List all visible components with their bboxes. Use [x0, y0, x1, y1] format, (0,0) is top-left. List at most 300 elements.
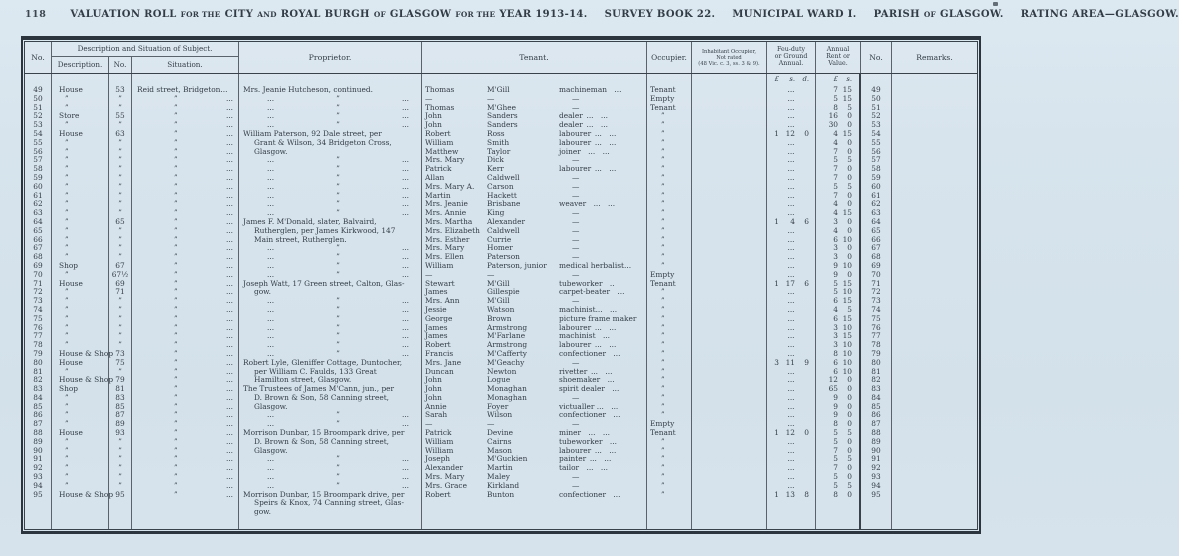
- remarks-cell: [892, 95, 977, 104]
- tenant-first-name: —: [425, 269, 433, 279]
- feu-shillings: 4: [790, 216, 795, 226]
- header-proprietor: Proprietor.: [239, 42, 422, 73]
- tenant-occupation: labourer ... ...: [559, 137, 617, 147]
- rent-pounds: 8: [833, 348, 838, 358]
- situation-cell: [132, 95, 239, 104]
- leader-dots: ...: [225, 287, 233, 297]
- rent-cell: [816, 209, 861, 218]
- rent-cell: [816, 438, 861, 447]
- proprietor-line: D. Brown & Son, 58 Canning street,: [254, 436, 390, 446]
- situation-cell: [132, 112, 239, 121]
- rent-shillings: 5: [847, 304, 852, 314]
- feu-pounds: 1: [774, 489, 779, 499]
- rent-shillings: 15: [842, 313, 852, 323]
- row-number: 81: [25, 368, 52, 377]
- proprietor-line: Main street, Rutherglen.: [254, 234, 347, 244]
- tenant-surname: Gillespie: [487, 287, 520, 297]
- remarks-cell: [892, 324, 977, 333]
- occupier-cell: ”: [647, 192, 692, 201]
- situation-cell: [132, 174, 239, 183]
- tenant-first-name: Duncan: [425, 366, 454, 376]
- tenant-occupation: —: [572, 472, 580, 482]
- rent-cell: [816, 148, 861, 157]
- rent-cell: [816, 192, 861, 201]
- inhabitant-occupier-cell: [692, 350, 767, 359]
- row-number-right: 62: [861, 200, 892, 209]
- leader-dots: ...: [401, 340, 409, 350]
- tenant-occupation: —: [572, 155, 580, 165]
- inhabitant-occupier-cell: [692, 244, 767, 253]
- house-number-cell: ”: [109, 95, 132, 104]
- remarks-cell: [892, 271, 977, 280]
- rent-pounds: 5: [833, 278, 838, 288]
- occupier-cell: ”: [647, 315, 692, 324]
- occupier-cell: ”: [647, 218, 692, 227]
- feu-duty-cell: ...: [767, 104, 816, 113]
- description-cell: ”: [52, 341, 109, 350]
- rent-cell: [816, 174, 861, 183]
- description-cell: ”: [52, 324, 109, 333]
- tenant-first-name: James: [425, 287, 448, 297]
- tenant-occupation: carpet-beater ...: [559, 287, 625, 297]
- description-cell: ”: [52, 227, 109, 236]
- table-frame: [24, 41, 978, 530]
- row-number: 75: [25, 315, 52, 324]
- situation-cell: [132, 271, 239, 280]
- house-number-cell: ”: [109, 183, 132, 192]
- occupier-cell: ”: [647, 297, 692, 306]
- ditto-mark: ”: [336, 297, 340, 306]
- situation-cell: [132, 165, 239, 174]
- tenant-cell: [422, 112, 647, 121]
- header-situation: Situation.: [132, 57, 239, 73]
- description-cell: Shop: [52, 262, 109, 271]
- feu-duty-cell: ...: [767, 464, 816, 473]
- row-number-right: 53: [861, 121, 892, 130]
- ditto-mark: ”: [174, 376, 178, 385]
- tenant-occupation: joiner ... ...: [559, 146, 610, 156]
- house-number-cell: 53: [109, 86, 132, 95]
- tenant-cell: [422, 420, 647, 429]
- inhabitant-occupier-cell: [692, 411, 767, 420]
- description-cell: ”: [52, 174, 109, 183]
- ditto-mark: ”: [174, 464, 178, 473]
- description-cell: House: [52, 86, 109, 95]
- row-number: 59: [25, 174, 52, 183]
- inhabitant-occupier-cell: [692, 183, 767, 192]
- leader-dots: ...: [225, 181, 233, 191]
- tenant-first-name: Francis: [425, 348, 454, 358]
- tenant-first-name: Mrs. Mary A.: [425, 181, 475, 191]
- occupier-cell: ”: [647, 455, 692, 464]
- rent-cell: [816, 341, 861, 350]
- rent-shillings: 0: [847, 137, 852, 147]
- inhabitant-occupier-cell: [692, 491, 767, 517]
- situation-cell: [132, 447, 239, 456]
- tenant-occupation: picture frame maker: [559, 313, 637, 323]
- feu-duty-cell: ...: [767, 271, 816, 280]
- rent-cell: [816, 218, 861, 227]
- inhabitant-occupier-cell: [692, 104, 767, 113]
- inhabitant-occupier-cell: [692, 455, 767, 464]
- ditto-mark: ”: [336, 103, 340, 112]
- situation-cell: [132, 218, 239, 227]
- rent-pounds: 4: [833, 208, 838, 218]
- inhabitant-occupier-cell: [692, 139, 767, 148]
- tenant-first-name: Matthew: [425, 146, 459, 156]
- feu-duty-cell: ...: [767, 227, 816, 236]
- inhabitant-occupier-cell: [692, 271, 767, 280]
- rent-pounds: 3: [833, 252, 838, 262]
- proprietor-line: William Paterson, 92 Dale street, per: [243, 128, 382, 138]
- rent-cell: [816, 332, 861, 341]
- remarks-cell: [892, 280, 977, 289]
- leader-dots: ...: [225, 472, 233, 482]
- situation-cell: [132, 236, 239, 245]
- rent-pounds: 5: [833, 436, 838, 446]
- tenant-occupation: —: [572, 392, 580, 402]
- feu-duty-cell: ...: [767, 482, 816, 491]
- feu-pence: 6: [804, 216, 809, 226]
- row-number: 72: [25, 288, 52, 297]
- ditto-mark: ”: [174, 341, 178, 350]
- tenant-surname: Brown: [487, 313, 512, 323]
- rent-pounds: 9: [833, 269, 838, 279]
- rent-cell: [816, 121, 861, 130]
- leader-dots: ...: [225, 269, 233, 279]
- row-number-right: 78: [861, 341, 892, 350]
- title-segment: OF: [923, 10, 936, 19]
- leader-dots: ...: [225, 216, 233, 226]
- rent-shillings: 0: [847, 472, 852, 482]
- proprietor-line: per William C. Faulds, 133 Great: [254, 366, 377, 376]
- rent-pounds: 30: [828, 120, 838, 130]
- remarks-cell: [892, 183, 977, 192]
- tenant-occupation: —: [572, 252, 580, 262]
- row-number: 86: [25, 411, 52, 420]
- inhabitant-occupier-cell: [692, 332, 767, 341]
- tenant-cell: [422, 104, 647, 113]
- house-number-cell: ”: [109, 438, 132, 447]
- rent-shillings: 0: [847, 111, 852, 121]
- row-number-right: 71: [861, 280, 892, 289]
- remarks-cell: [892, 455, 977, 464]
- rent-pounds: 7: [833, 190, 838, 200]
- tenant-occupation: —: [572, 208, 580, 218]
- leader-dots: ...: [267, 410, 275, 420]
- inhabitant-occupier-cell: [692, 394, 767, 403]
- situation-cell: [132, 156, 239, 165]
- house-number-cell: ”: [109, 341, 132, 350]
- rent-cell: [816, 280, 861, 289]
- leader-dots: ...: [225, 120, 233, 130]
- situation-cell: [132, 262, 239, 271]
- feu-duty-cell: ...: [767, 121, 816, 130]
- remarks-cell: [892, 148, 977, 157]
- page-number: 118: [25, 9, 47, 20]
- rent-shillings: 10: [842, 322, 852, 332]
- remarks-cell: [892, 429, 977, 438]
- row-number-right: 85: [861, 403, 892, 412]
- inhabitant-occupier-cell: [692, 148, 767, 157]
- tenant-first-name: Robert: [425, 340, 451, 350]
- rent-shillings: 0: [847, 410, 852, 420]
- occupier-cell: ”: [647, 112, 692, 121]
- tenant-cell: [422, 86, 647, 95]
- feu-duty-cell: ...: [767, 341, 816, 350]
- leader-dots: ...: [225, 190, 233, 200]
- tenant-cell: [422, 491, 647, 517]
- rent-pounds: 5: [833, 155, 838, 165]
- header-occupier: Occupier.: [647, 42, 692, 73]
- rent-pounds: 6: [833, 357, 838, 367]
- rent-shillings: 15: [842, 331, 852, 341]
- feu-duty-cell: ...: [767, 253, 816, 262]
- house-number-cell: 75: [109, 359, 132, 368]
- feu-duty-cell: ...: [767, 244, 816, 253]
- situation-cell: [132, 183, 239, 192]
- feu-duty-cell: ...: [767, 209, 816, 218]
- description-cell: ”: [52, 297, 109, 306]
- row-number-right: 83: [861, 385, 892, 394]
- occupier-cell: ”: [647, 262, 692, 271]
- leader-dots: ...: [225, 137, 233, 147]
- leader-dots: ...: [267, 454, 275, 464]
- leader-dots: ...: [225, 243, 233, 253]
- description-cell: ”: [52, 420, 109, 429]
- situation-cell: [132, 139, 239, 148]
- rent-pounds: 3: [833, 243, 838, 253]
- leader-dots: ...: [225, 128, 233, 138]
- rent-shillings: 5: [847, 454, 852, 464]
- feu-duty-cell: ...: [767, 376, 816, 385]
- leader-dots: ...: [401, 419, 409, 429]
- situation-cell: [132, 394, 239, 403]
- description-cell: ”: [52, 253, 109, 262]
- feu-duty-cell: ...: [767, 306, 816, 315]
- situation-cell: [132, 455, 239, 464]
- remarks-cell: [892, 482, 977, 491]
- tenant-first-name: Mrs. Grace: [425, 480, 467, 490]
- leader-dots: ...: [225, 296, 233, 306]
- leader-dots: ...: [401, 208, 409, 218]
- feu-pounds: 1: [774, 428, 779, 438]
- row-number-right: 91: [861, 455, 892, 464]
- house-number-cell: ”: [109, 227, 132, 236]
- leader-dots: ...: [225, 366, 233, 376]
- leader-dots: ...: [267, 304, 275, 314]
- rent-shillings: 10: [842, 357, 852, 367]
- leader-dots: ...: [267, 419, 275, 429]
- row-number-right: 70: [861, 271, 892, 280]
- situation-cell: [132, 368, 239, 377]
- proprietor-line: Speirs & Knox, 74 Canning street, Glas-: [254, 498, 404, 508]
- feu-duty-cell: ...: [767, 324, 816, 333]
- house-number-cell: ”: [109, 315, 132, 324]
- occupier-cell: ”: [647, 253, 692, 262]
- inhabitant-occupier-cell: [692, 130, 767, 139]
- tenant-cell: [422, 324, 647, 333]
- ditto-mark: ”: [174, 209, 178, 218]
- rent-shillings: 0: [847, 252, 852, 262]
- tenant-surname: Martin: [487, 463, 513, 473]
- tenant-occupation: —: [572, 225, 580, 235]
- remarks-cell: [892, 227, 977, 236]
- header-description-group: Description and Situation of Subject.: [52, 42, 239, 57]
- remarks-cell: [892, 350, 977, 359]
- tenant-surname: Paterson, junior: [487, 260, 547, 270]
- inhabitant-occupier-cell: [692, 280, 767, 289]
- inhabitant-occupier-cell: [692, 297, 767, 306]
- tenant-first-name: George: [425, 313, 453, 323]
- feu-duty-cell: ...: [767, 288, 816, 297]
- ditto-mark: ”: [336, 420, 340, 429]
- ditto-mark: ”: [336, 253, 340, 262]
- inhabitant-occupier-cell: [692, 324, 767, 333]
- ditto-mark: ”: [174, 393, 178, 402]
- house-number-cell: ”: [109, 332, 132, 341]
- feu-duty-cell: ...: [767, 139, 816, 148]
- tenant-cell: [422, 447, 647, 456]
- house-number-cell: ”: [109, 104, 132, 113]
- leader-dots: ...: [225, 463, 233, 473]
- tenant-occupation: dealer ... ...: [559, 120, 608, 130]
- leader-dots: ...: [267, 331, 275, 341]
- rent-pounds: 9: [833, 260, 838, 270]
- tenant-first-name: Mrs. Jane: [425, 357, 462, 367]
- situation-cell: [132, 438, 239, 447]
- house-number-cell: ”: [109, 306, 132, 315]
- rent-cell: [816, 368, 861, 377]
- rent-shillings: 10: [842, 366, 852, 376]
- occupier-cell: ”: [647, 482, 692, 491]
- row-number: 77: [25, 332, 52, 341]
- situation-cell: [132, 148, 239, 157]
- house-number-cell: 89: [109, 420, 132, 429]
- tenant-occupation: —: [572, 216, 580, 226]
- feu-duty-cell: ...: [767, 165, 816, 174]
- row-number-right: 84: [861, 394, 892, 403]
- leader-dots: ...: [401, 120, 409, 130]
- row-number: 76: [25, 324, 52, 333]
- remarks-cell: [892, 394, 977, 403]
- ditto-mark: ”: [174, 288, 178, 297]
- feu-pounds: 3: [774, 357, 779, 367]
- ditto-mark: ”: [174, 349, 178, 358]
- proprietor-line: Hamilton street, Glasgow.: [254, 375, 352, 385]
- row-number: 51: [25, 104, 52, 113]
- remarks-cell: [892, 297, 977, 306]
- tenant-surname: Sanders: [487, 111, 518, 121]
- description-cell: ”: [52, 236, 109, 245]
- tenant-surname: M'Cafferty: [487, 348, 527, 358]
- tenant-occupation: confectioner ...: [559, 489, 621, 499]
- inhabitant-occupier-cell: [692, 174, 767, 183]
- title-segment: OF: [373, 10, 386, 19]
- occupier-cell: ”: [647, 139, 692, 148]
- header-remarks: Remarks.: [916, 52, 953, 62]
- leader-dots: ...: [225, 260, 233, 270]
- tenant-first-name: John: [425, 384, 442, 394]
- ditto-mark: ”: [336, 156, 340, 165]
- proprietor-line: James F. M'Donald, slater, Balvaird,: [243, 216, 377, 226]
- description-cell: ”: [52, 332, 109, 341]
- proprietor-line: Morrison Dunbar, 15 Broompark drive, per: [243, 489, 405, 499]
- tenant-cell: [422, 385, 647, 394]
- tenant-first-name: Patrick: [425, 164, 452, 174]
- proprietor-cell: [239, 491, 422, 517]
- tenant-occupation: labourer ... ...: [559, 445, 617, 455]
- description-cell: House: [52, 280, 109, 289]
- rent-shillings: 15: [842, 278, 852, 288]
- remarks-cell: [892, 262, 977, 271]
- tenant-first-name: James: [425, 331, 448, 341]
- tenant-surname: Mason: [487, 445, 512, 455]
- header-feu-duty: Feu-duty or Ground Annual.: [767, 42, 816, 73]
- row-number: 61: [25, 192, 52, 201]
- feu-pence: 0: [804, 428, 809, 438]
- rent-shillings: 0: [847, 190, 852, 200]
- situation-cell: [132, 411, 239, 420]
- tenant-surname: Foyer: [487, 401, 509, 411]
- inhabitant-occupier-cell: [692, 218, 767, 227]
- situation-cell: [132, 200, 239, 209]
- tenant-first-name: John: [425, 392, 442, 402]
- remarks-cell: [892, 86, 977, 95]
- description-cell: ”: [52, 156, 109, 165]
- leader-dots: ...: [267, 93, 275, 103]
- tenant-surname: Caldwell: [487, 172, 520, 182]
- row-number: 90: [25, 447, 52, 456]
- house-number-cell: ”: [109, 455, 132, 464]
- proprietor-line: Glasgow.: [254, 445, 288, 455]
- row-number-right: 52: [861, 112, 892, 121]
- ditto-mark: ”: [336, 165, 340, 174]
- description-cell: ”: [52, 209, 109, 218]
- tenant-first-name: Mrs. Annie: [425, 208, 467, 218]
- tenant-first-name: Mrs. Esther: [425, 234, 470, 244]
- ditto-mark: ”: [174, 138, 178, 147]
- ditto-mark: ”: [174, 314, 178, 323]
- tenant-first-name: Robert: [425, 128, 451, 138]
- leader-dots: ...: [401, 181, 409, 191]
- situation-cell: [132, 306, 239, 315]
- feu-duty-cell: ...: [767, 200, 816, 209]
- ditto-mark: ”: [174, 367, 178, 376]
- proprietor-line: Robert Lyle, Gleniffer Cottage, Duntocher,: [243, 357, 403, 367]
- tenant-cell: [422, 411, 647, 420]
- rent-cell: [816, 130, 861, 139]
- ditto-mark: ”: [174, 279, 178, 288]
- tenant-surname: Carson: [487, 181, 514, 191]
- tenant-surname: Brisbane: [487, 199, 521, 209]
- leader-dots: ...: [225, 436, 233, 446]
- leader-dots: ...: [401, 410, 409, 420]
- rent-pounds: 65: [828, 384, 838, 394]
- situation-cell: [132, 473, 239, 482]
- description-cell: ”: [52, 411, 109, 420]
- ditto-mark: ”: [336, 173, 340, 182]
- ditto-mark: ”: [174, 129, 178, 138]
- row-number: 50: [25, 95, 52, 104]
- tenant-surname: M'Guckien: [487, 454, 528, 464]
- description-cell: ”: [52, 455, 109, 464]
- tenant-first-name: —: [425, 93, 433, 103]
- house-number-cell: 93: [109, 429, 132, 438]
- remarks-cell: [892, 315, 977, 324]
- house-number-cell: ”: [109, 156, 132, 165]
- tenant-surname: M'Farlane: [487, 331, 526, 341]
